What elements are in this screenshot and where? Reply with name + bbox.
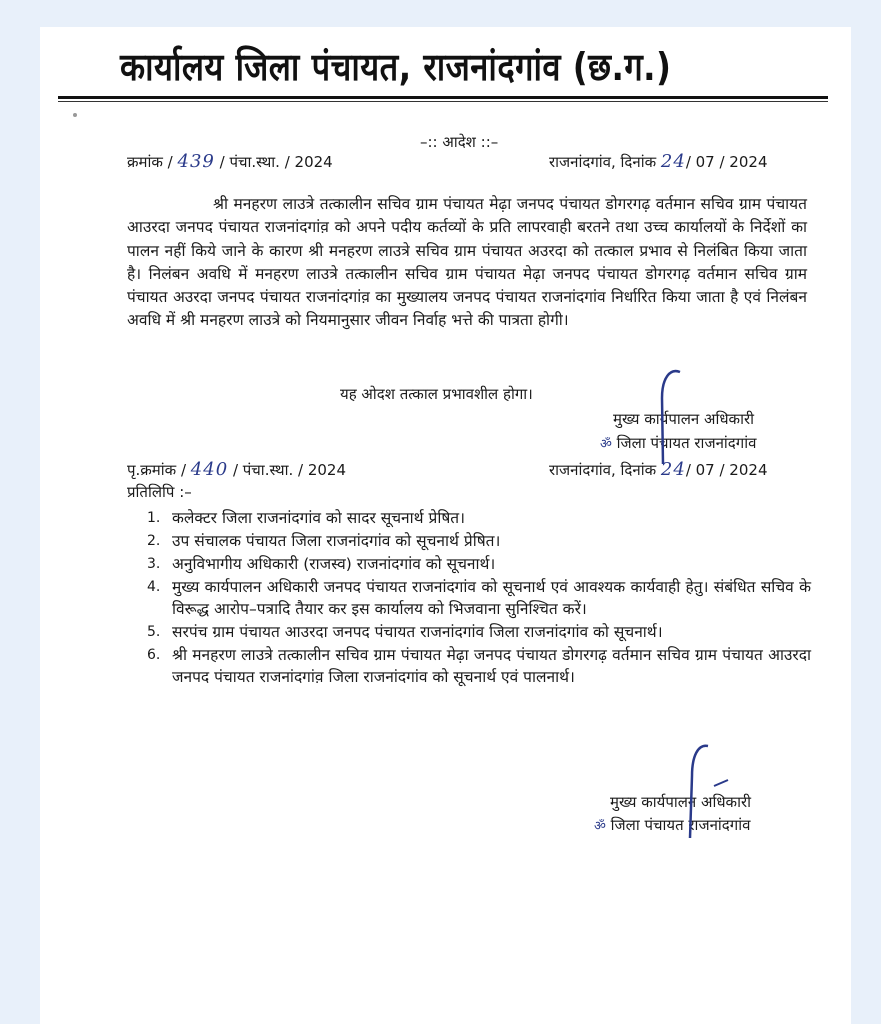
copy-date	[549, 461, 768, 479]
copy-date-place: राजनांदगांव, दिनांक	[549, 461, 657, 479]
list-item: 6. श्री मनहरण लाउत्रे तत्कालीन सचिव ग्राम पंचायत मेढ़ा जनपद पंचायत डोगरगढ़ वर्तमान सचिव ग्राम पंचायत आउरदा जनपद पंचायत राजनांदगांव़ जिला राजनांदगांव को सूचनार्थ एवं पालनार्थ।	[147, 646, 811, 686]
copy-ref-prefix: पृ.क्रमांक /	[127, 461, 187, 479]
order-heading: –:: आदेश ::–	[420, 133, 499, 151]
order-body-paragraph	[127, 193, 807, 333]
signatory-2-office-text: जिला पंचायत राजनांदगांव	[610, 816, 751, 834]
order-number-handwritten: 439	[177, 151, 215, 172]
effect-line: यह ओदश तत्काल प्रभावशील होगा।	[340, 385, 533, 403]
copy-day-handwritten: 24	[660, 459, 686, 480]
title-underline-thick	[58, 96, 828, 99]
copy-date-rest: / 07 / 2024	[685, 461, 768, 479]
signatory-1-office-text: जिला पंचायत राजनांदगांव	[616, 434, 757, 452]
list-item: 5. सरपंच ग्राम पंचायत आउरदा जनपद पंचायत राजनांदगांव जिला राजनांदगांव को सूचनार्थ।	[147, 623, 663, 641]
copy-heading: प्रतिलिपि :–	[127, 483, 192, 501]
scan-speck	[73, 113, 77, 117]
list-item: 4. मुख्य कार्यपालन अधिकारी जनपद पंचायत राजनांदगांव को सूचनार्थ एवं आवश्यक कार्यवाही हेतु। संबंधित सचिव के विरूद्ध आरोप–पत्रादि तैयार कर इस कार्यालय को भिजवाना सुनिश्चित करें।	[147, 578, 811, 618]
signatory-1-office: ॐ जिला पंचायत राजनांदगांव	[600, 434, 757, 452]
copy-reference	[127, 461, 346, 479]
order-day-handwritten: 24	[660, 151, 686, 172]
order-ref-suffix: / पंचा.स्था. / 2024	[219, 153, 333, 171]
title-underline-thin	[58, 101, 828, 102]
list-item: 2. उप संचालक पंचायत जिला राजनांदगांव को सूचनार्थ प्रेषित।	[147, 532, 501, 550]
order-date-place: राजनांदगांव, दिनांक	[549, 153, 657, 171]
order-date-rest: / 07 / 2024	[685, 153, 768, 171]
signatory-1-designation: मुख्य कार्यपालन अधिकारी	[613, 410, 754, 428]
copy-ref-suffix: / पंचा.स्था. / 2024	[232, 461, 346, 479]
copy-number-handwritten: 440	[190, 459, 229, 480]
order-reference	[127, 153, 333, 171]
order-body-text: श्री मनहरण लाउत्रे तत्कालीन सचिव ग्राम पंचायत मेढ़ा जनपद पंचायत डोगरगढ़ वर्तमान सचिव ग्राम पंचायत आउरदा जनपद पंचायत राजनांदगांव़ को अपने पदीय कर्तव्यों के प्रति लापरवाही बरतने तथा उच्च कार्यालयों के निर्देशों का पालन नहीं किये जाने के कारण श्री मनहरण लाउत्रे सचिव ग्राम पंचायत अउरदा को तत्काल प्रभाव से निलंबित किया जाता है। निलंबन अवधि में मनहरण लाउत्रे तत्कालीन सचिव ग्राम पंचायत मेढ़ा जनपद पंचायत डोगरगढ़ वर्तमान सचिव ग्राम पंचायत अउरदा जनपद पंचायत राजनांदगांव़ का मुख्यालय जनपद पंचायत राजनांदगांव निर्धारित किया जाता है एवं निलंबन अवधि में श्री मनहरण लाउत्रे को नियमानुसार जीवन निर्वाह भत्ते की पात्रता होगी।	[127, 195, 807, 330]
list-item: 1. कलेक्टर जिला राजनांदगांव को सादर सूचनार्थ प्रेषित।	[147, 509, 466, 527]
copy-recipients-list	[147, 507, 811, 689]
office-title: कार्यालय जिला पंचायत, राजनांदगांव (छ.ग.)	[120, 45, 672, 89]
list-item: 3. अनुविभागीय अधिकारी (राजस्व) राजनांदगांव को सूचनार्थ।	[147, 555, 496, 573]
signatory-2-designation: मुख्य कार्यपालन अधिकारी	[610, 793, 751, 811]
signatory-2-office: ॐ जिला पंचायत राजनांदगांव	[594, 816, 751, 834]
order-ref-prefix: क्रमांक /	[127, 153, 173, 171]
order-date	[549, 153, 768, 171]
